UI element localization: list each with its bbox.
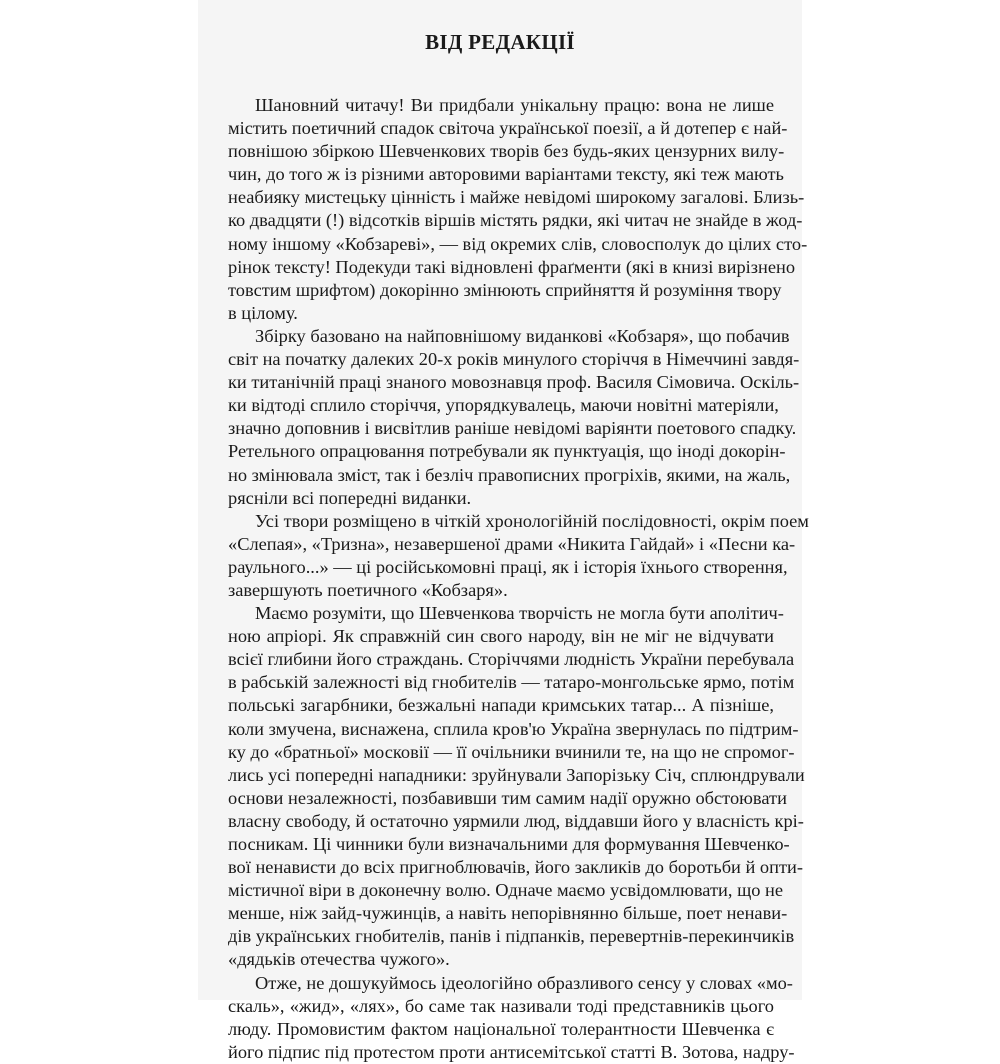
text-line: раульного...» — ці російськомовні праці, як і історія їхнього створення,	[228, 556, 788, 577]
text-line: посникам. Ці чинники були визначальними для формування Шевченко-	[228, 834, 790, 854]
text-line: повнішою збіркою Шевченкових творів без будь-яких цензурних вилу-	[228, 141, 785, 162]
text-line: власну свободу, й остаточно уярмили люд, віддавши його у власність крі-	[228, 810, 804, 831]
text-line: світ на початку далеких 20-х років минулого сторіччя в Німеччині завдя-	[228, 349, 800, 370]
text-line: ки титанічній праці знаного мовознавця проф. Василя Сімовича. Оскіль-	[228, 372, 800, 393]
text-line: Шановний читачу! Ви придбали унікальну працю: вона не лише	[255, 95, 774, 115]
text-line: містить поетичний спадок світоча української поезії, а й дотепер є най-	[228, 118, 788, 139]
text-line: Маємо розуміти, що Шевченкова творчість не могла бути аполітич-	[255, 603, 784, 624]
text-line: люду. Промовистим фактом національної толерантности Шевченка є	[228, 1018, 774, 1039]
text-line: ко двадцяти (!) відсотків віршів містять рядки, які читач не знайде в жод-	[228, 210, 803, 231]
text-line: значно доповнив і висвітлив раніше невідомі варіянти поетового спадку.	[228, 418, 797, 439]
text-line: ному іншому «Кобзареві», — від окремих слів, словосполук до цілих сто-	[228, 233, 808, 254]
text-line: скаль», «жид», «лях», бо саме так називали тоді представників цього	[228, 995, 774, 1016]
text-line: рінок тексту! Подекуди такі відновлені фраґменти (які в книзі вирізнено	[228, 256, 796, 277]
text-line: коли змучена, виснажена, сплила кров'ю Україна звернулась по підтрим-	[228, 718, 799, 739]
book-page	[198, 0, 809, 1062]
text-line: в рабській залежності від гнобителів — татаро-монгольське ярмо, потім	[228, 672, 795, 693]
paragraph	[228, 510, 809, 602]
text-line: його підпис під протестом проти антисемітської статті В. Зотова, надру-	[228, 1041, 795, 1062]
text-line: ки відтоді сплило сторіччя, упорядкувалець, маючи новітні матеріяли,	[228, 395, 779, 416]
text-line: «дядьків отечества чужого».	[228, 949, 450, 970]
text-line: вої ненависти до всіх пригноблювачів, його закликів до боротьби й опти-	[228, 857, 803, 878]
text-line: Отже, не дошукуймось ідеологійно образливого сенсу у словах «мо-	[255, 972, 793, 993]
text-line: ку до «братньої» московії — її очільники вчинили те, на що не спромог-	[228, 741, 795, 762]
text-line: дів українських гнобителів, панів і підпанків, перевертнів-перекинчиків	[228, 926, 795, 947]
text-line: основи незалежності, позбавивши тим самим надії оружно обстоювати	[228, 787, 787, 808]
paragraph	[228, 94, 808, 325]
body-text	[228, 94, 809, 1064]
text-line: «Слепая», «Тризна», незавершеної драми «Никита Гайдай» і «Песни ка-	[228, 533, 796, 554]
text-line: польські загарбники, безжальні напади кримських татар... А пізніше,	[228, 695, 774, 716]
page-title: ВІД РЕДАКЦІЇ	[425, 30, 575, 54]
text-line: менше, ніж зайд-чужинців, а навіть непорівнянно більше, поет ненави-	[228, 903, 788, 924]
text-line: Збірку базовано на найповнішому виданкові «Кобзаря», що побачив	[255, 325, 790, 346]
text-line: містичної віри в доконечну волю. Одначе маємо усвідомлювати, що не	[228, 880, 784, 901]
text-line: всієї глибини його страждань. Сторіччями людність України перебувала	[228, 649, 795, 670]
text-line: товстим шрифтом) докорінно змінюють сприйняття й розуміння твору	[228, 279, 782, 300]
text-line: рясніли всі попередні виданки.	[228, 487, 472, 508]
text-line: завершують поетичного «Кобзаря».	[228, 579, 508, 600]
text-line: в цілому.	[228, 302, 298, 323]
text-line: лись усі попередні нападники: зруйнували Запорізьку Січ, сплюндрували	[228, 764, 805, 785]
text-line: чин, до того ж із різними авторовими варіантами тексту, які теж мають	[228, 164, 784, 185]
paragraph	[228, 602, 805, 972]
paragraph	[228, 972, 795, 1064]
text-line: Усі твори розміщено в чіткій хронологійній послідовності, окрім поем	[255, 510, 809, 531]
text-line: ною апріорі. Як справжній син свого народу, він не міг не відчувати	[228, 626, 774, 647]
text-line: неабияку мистецьку цінність і майже невідомі широкому загалові. Близь-	[228, 187, 805, 208]
text-line: Ретельного опрацювання потребували як пунктуація, що іноді докорін-	[228, 441, 786, 462]
text-line: но змінювала зміст, так і безліч правописних прогріхів, якими, на жаль,	[228, 464, 791, 485]
paragraph	[228, 325, 800, 510]
